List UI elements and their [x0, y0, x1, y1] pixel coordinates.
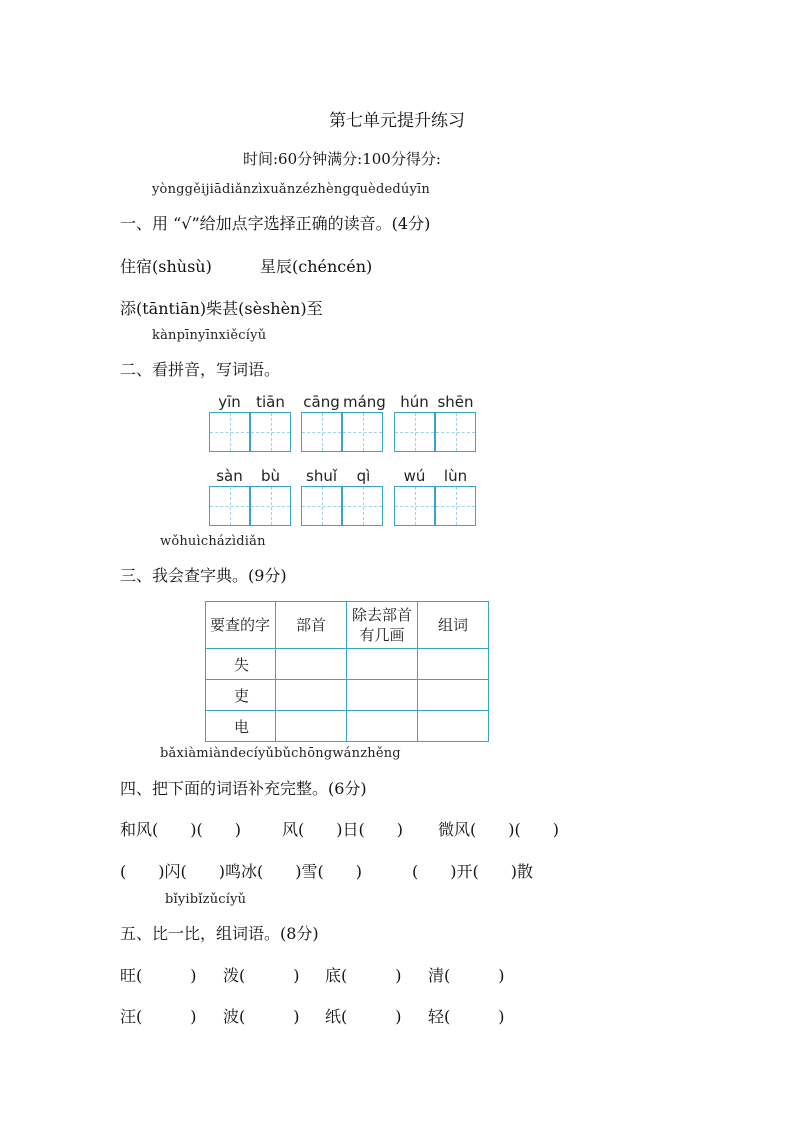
section4-heading: 四、把下面的词语补充完整。(6分): [120, 779, 367, 798]
writing-cell[interactable]: [394, 486, 435, 526]
table-cell-answer[interactable]: [418, 649, 489, 680]
writing-cell[interactable]: [342, 412, 383, 452]
compare-item: 清( ): [428, 966, 505, 985]
section5-heading: 五、比一比，组词语。(8分): [120, 924, 319, 943]
table-cell-answer[interactable]: [347, 711, 418, 742]
compare-item: 底( ): [325, 966, 402, 985]
table-cell-answer[interactable]: [418, 680, 489, 711]
section1-item-tianchai: 添(tāntiān)柴甚(sèshèn)至: [120, 299, 323, 318]
writing-cell[interactable]: [250, 412, 291, 452]
section1-heading: 一、用 “√”给加点字选择正确的读音。(4分): [120, 214, 431, 233]
compare-item: 轻( ): [428, 1007, 505, 1026]
table-cell-char: 失: [206, 649, 276, 680]
writing-cell[interactable]: [435, 486, 476, 526]
writing-cell[interactable]: [301, 412, 342, 452]
idiom-hefeng: 和风( )( ): [120, 820, 241, 839]
section1-item-zhusu: 住宿(shùsù): [120, 257, 212, 276]
table-header: 部首: [276, 602, 347, 649]
writing-cell[interactable]: [301, 486, 342, 526]
section2-heading: 二、看拼音，写词语。: [120, 360, 281, 379]
grid-pinyin: hún: [400, 393, 429, 411]
compare-item: 纸( ): [325, 1007, 402, 1026]
table-header-row: [206, 602, 489, 649]
grid-pinyin: shuǐ: [306, 467, 337, 485]
section3-heading: 三、我会查字典。(9分): [120, 566, 287, 585]
grid-pinyin: qì: [356, 467, 371, 485]
section1-pinyin: yònggěijiādiǎnzìxuǎnzézhèngquèdedúyīn: [152, 182, 430, 197]
exam-meta: 时间:60分钟满分:100分得分:: [243, 150, 441, 168]
table-cell-answer[interactable]: [276, 711, 347, 742]
writing-cell[interactable]: [209, 486, 250, 526]
table-cell-answer[interactable]: [276, 680, 347, 711]
table-header: 要查的字: [206, 602, 276, 649]
table-cell-answer[interactable]: [347, 680, 418, 711]
table-header-text: 除去部首有几画: [351, 606, 412, 644]
writing-cell[interactable]: [209, 412, 250, 452]
grid-pinyin: wú: [403, 467, 426, 485]
section4-pinyin: bǎxiàmiàndecíyǔbǔchōngwánzhěng: [160, 746, 401, 761]
section3-pinyin: wǒhuìcházìdiǎn: [160, 534, 266, 549]
table-row: [206, 680, 489, 711]
grid-pinyin: máng: [343, 393, 386, 411]
table-header: [347, 602, 418, 649]
grid-pinyin: tiān: [256, 393, 285, 411]
idiom-shan-ming-bing-xue: ( )闪( )鸣冰( )雪( ): [120, 862, 362, 881]
writing-cell[interactable]: [394, 412, 435, 452]
grid-pinyin: lùn: [443, 467, 468, 485]
grid-pinyin: yīn: [218, 393, 241, 411]
writing-cell[interactable]: [342, 486, 383, 526]
table-cell-char: 电: [206, 711, 276, 742]
writing-cell[interactable]: [435, 412, 476, 452]
page-title: 第七单元提升练习: [329, 111, 465, 131]
table-row: [206, 649, 489, 680]
table-cell-answer[interactable]: [276, 649, 347, 680]
section1-item-xingchen: 星辰(chéncén): [260, 257, 373, 276]
table-header: 组词: [418, 602, 489, 649]
compare-item: 汪( ): [120, 1007, 197, 1026]
idiom-weifeng: 微风( )( ): [438, 820, 559, 839]
compare-item: 波( ): [223, 1007, 300, 1026]
table-row: [206, 711, 489, 742]
compare-item: 泼( ): [223, 966, 300, 985]
table-cell-answer[interactable]: [418, 711, 489, 742]
table-cell-char: 吏: [206, 680, 276, 711]
grid-pinyin: cāng: [303, 393, 340, 411]
dictionary-table: [205, 601, 489, 742]
idiom-feng-ri: 风( )日( ): [282, 820, 403, 839]
grid-pinyin: bù: [260, 467, 281, 485]
grid-pinyin: shēn: [437, 393, 474, 411]
grid-pinyin: sàn: [216, 467, 243, 485]
section5-pinyin: bǐyibǐzǔcíyǔ: [165, 892, 247, 907]
compare-item: 旺( ): [120, 966, 197, 985]
idiom-kai-san: ( )开( )散: [412, 862, 533, 881]
table-cell-answer[interactable]: [347, 649, 418, 680]
writing-cell[interactable]: [250, 486, 291, 526]
section2-pinyin: kànpīnyīnxiěcíyǔ: [152, 328, 267, 343]
